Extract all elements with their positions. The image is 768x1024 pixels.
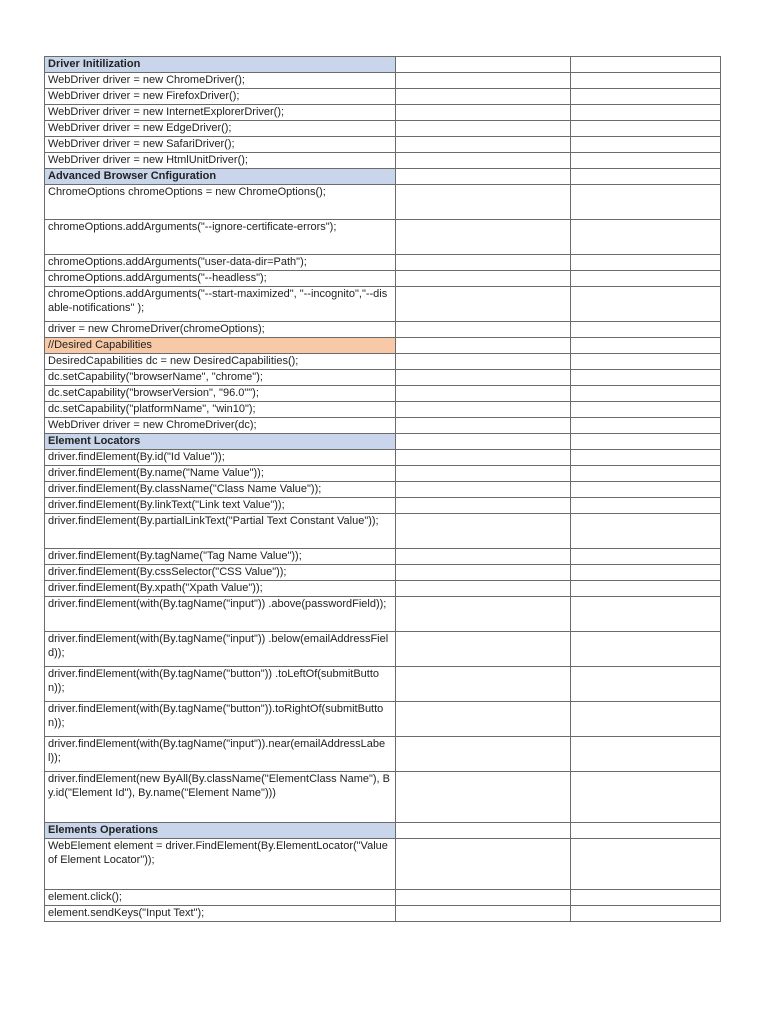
empty-cell-b[interactable]: [396, 271, 571, 287]
empty-cell-c[interactable]: [571, 823, 721, 839]
empty-cell-c[interactable]: [571, 370, 721, 386]
empty-cell-b[interactable]: [396, 338, 571, 354]
code-row: [45, 220, 721, 255]
empty-cell-c[interactable]: [571, 737, 721, 772]
code-row: [45, 737, 721, 772]
code-row: [45, 370, 721, 386]
code-cell[interactable]: driver.findElement(with(By.tagName("button")).toRightOf(submitButton));: [45, 702, 396, 737]
empty-cell-c[interactable]: [571, 597, 721, 632]
empty-cell-b[interactable]: [396, 105, 571, 121]
empty-cell-c[interactable]: [571, 498, 721, 514]
comment-row: [45, 338, 721, 354]
code-row: [45, 185, 721, 220]
spreadsheet-body: [45, 57, 721, 922]
code-cell[interactable]: driver.findElement(By.name("Name Value"));: [45, 466, 396, 482]
code-row: [45, 906, 721, 922]
code-row: [45, 597, 721, 632]
code-row: [45, 255, 721, 271]
empty-cell-b[interactable]: [396, 434, 571, 450]
empty-cell-b[interactable]: [396, 418, 571, 434]
code-cell[interactable]: WebDriver driver = new HtmlUnitDriver();: [45, 153, 396, 169]
empty-cell-c[interactable]: [571, 565, 721, 581]
code-row: [45, 137, 721, 153]
code-cell[interactable]: driver.findElement(By.partialLinkText("Partial Text Constant Value"));: [45, 514, 396, 549]
section-header-cell[interactable]: Element Locators: [45, 434, 396, 450]
empty-cell-c[interactable]: [571, 482, 721, 498]
empty-cell-b[interactable]: [396, 402, 571, 418]
code-row: [45, 402, 721, 418]
empty-cell-c[interactable]: [571, 632, 721, 667]
empty-cell-b[interactable]: [396, 482, 571, 498]
empty-cell-b[interactable]: [396, 370, 571, 386]
section-header-row: [45, 434, 721, 450]
empty-cell-b[interactable]: [396, 121, 571, 137]
code-cell[interactable]: chromeOptions.addArguments("user-data-dir=Path");: [45, 255, 396, 271]
code-cell[interactable]: WebDriver driver = new ChromeDriver();: [45, 73, 396, 89]
empty-cell-b[interactable]: [396, 57, 571, 73]
code-row: [45, 772, 721, 823]
empty-cell-c[interactable]: [571, 322, 721, 338]
code-cell[interactable]: driver.findElement(By.cssSelector("CSS Value"));: [45, 565, 396, 581]
empty-cell-c[interactable]: [571, 137, 721, 153]
empty-cell-b[interactable]: [396, 667, 571, 702]
empty-cell-c[interactable]: [571, 220, 721, 255]
code-cell[interactable]: driver.findElement(By.xpath("Xpath Value"));: [45, 581, 396, 597]
code-cell[interactable]: WebDriver driver = new EdgeDriver();: [45, 121, 396, 137]
empty-cell-b[interactable]: [396, 514, 571, 549]
empty-cell-b[interactable]: [396, 185, 571, 220]
empty-cell-c[interactable]: [571, 581, 721, 597]
empty-cell-c[interactable]: [571, 338, 721, 354]
empty-cell-c[interactable]: [571, 287, 721, 322]
code-cell[interactable]: WebDriver driver = new SafariDriver();: [45, 137, 396, 153]
empty-cell-b[interactable]: [396, 702, 571, 737]
empty-cell-b[interactable]: [396, 565, 571, 581]
code-cell[interactable]: element.click();: [45, 890, 396, 906]
code-row: [45, 271, 721, 287]
empty-cell-c[interactable]: [571, 73, 721, 89]
code-row: [45, 89, 721, 105]
empty-cell-c[interactable]: [571, 890, 721, 906]
code-cell[interactable]: ChromeOptions chromeOptions = new ChromeOptions();: [45, 185, 396, 220]
code-cell[interactable]: driver.findElement(By.id("Id Value"));: [45, 450, 396, 466]
code-cell[interactable]: chromeOptions.addArguments("--ignore-certificate-errors");: [45, 220, 396, 255]
empty-cell-c[interactable]: [571, 434, 721, 450]
code-cell[interactable]: driver.findElement(with(By.tagName("input")).near(emailAddressLabel));: [45, 737, 396, 772]
code-row: [45, 702, 721, 737]
empty-cell-b[interactable]: [396, 823, 571, 839]
empty-cell-b[interactable]: [396, 737, 571, 772]
code-cell[interactable]: //Desired Capabilities: [45, 338, 396, 354]
empty-cell-c[interactable]: [571, 466, 721, 482]
code-row: [45, 581, 721, 597]
code-cell[interactable]: WebDriver driver = new ChromeDriver(dc);: [45, 418, 396, 434]
empty-cell-c[interactable]: [571, 153, 721, 169]
section-header-row: [45, 57, 721, 73]
empty-cell-b[interactable]: [396, 89, 571, 105]
section-header-cell[interactable]: Elements Operations: [45, 823, 396, 839]
code-cell[interactable]: chromeOptions.addArguments("--start-maximized", "--incognito","--disable-notifications" );: [45, 287, 396, 322]
empty-cell-b[interactable]: [396, 354, 571, 370]
code-row: [45, 498, 721, 514]
empty-cell-b[interactable]: [396, 153, 571, 169]
code-row: [45, 105, 721, 121]
empty-cell-c[interactable]: [571, 255, 721, 271]
empty-cell-c[interactable]: [571, 772, 721, 823]
code-cell[interactable]: WebDriver driver = new InternetExplorerDriver();: [45, 105, 396, 121]
empty-cell-b[interactable]: [396, 73, 571, 89]
code-row: [45, 667, 721, 702]
empty-cell-b[interactable]: [396, 581, 571, 597]
empty-cell-b[interactable]: [396, 137, 571, 153]
code-row: [45, 73, 721, 89]
empty-cell-c[interactable]: [571, 549, 721, 565]
code-cell[interactable]: DesiredCapabilities dc = new DesiredCapabilities();: [45, 354, 396, 370]
empty-cell-b[interactable]: [396, 220, 571, 255]
code-row: [45, 514, 721, 549]
empty-cell-c[interactable]: [571, 121, 721, 137]
code-cell[interactable]: WebElement element = driver.FindElement(By.ElementLocator("Value of Element Locator"));: [45, 839, 396, 890]
code-cell[interactable]: driver.findElement(By.className("Class Name Value"));: [45, 482, 396, 498]
code-row: [45, 466, 721, 482]
empty-cell-b[interactable]: [396, 906, 571, 922]
empty-cell-c[interactable]: [571, 906, 721, 922]
empty-cell-c[interactable]: [571, 105, 721, 121]
empty-cell-c[interactable]: [571, 386, 721, 402]
empty-cell-c[interactable]: [571, 702, 721, 737]
empty-cell-c[interactable]: [571, 89, 721, 105]
empty-cell-c[interactable]: [571, 354, 721, 370]
empty-cell-b[interactable]: [396, 549, 571, 565]
section-header-row: [45, 823, 721, 839]
empty-cell-c[interactable]: [571, 450, 721, 466]
section-header-cell[interactable]: Advanced Browser Cnfiguration: [45, 169, 396, 185]
code-row: [45, 386, 721, 402]
code-row: [45, 839, 721, 890]
empty-cell-b[interactable]: [396, 466, 571, 482]
code-row: [45, 354, 721, 370]
code-row: [45, 565, 721, 581]
code-row: [45, 121, 721, 137]
empty-cell-b[interactable]: [396, 839, 571, 890]
code-row: [45, 482, 721, 498]
empty-cell-c[interactable]: [571, 514, 721, 549]
code-cell[interactable]: driver = new ChromeDriver(chromeOptions);: [45, 322, 396, 338]
empty-cell-b[interactable]: [396, 169, 571, 185]
code-row: [45, 632, 721, 667]
empty-cell-c[interactable]: [571, 169, 721, 185]
empty-cell-b[interactable]: [396, 890, 571, 906]
empty-cell-b[interactable]: [396, 498, 571, 514]
code-cell[interactable]: dc.setCapability("platformName", "win10");: [45, 402, 396, 418]
code-row: [45, 418, 721, 434]
empty-cell-c[interactable]: [571, 57, 721, 73]
code-cell[interactable]: dc.setCapability("browserName", "chrome");: [45, 370, 396, 386]
empty-cell-b[interactable]: [396, 322, 571, 338]
code-row: [45, 322, 721, 338]
empty-cell-c[interactable]: [571, 667, 721, 702]
spreadsheet-table: [44, 56, 721, 922]
empty-cell-b[interactable]: [396, 597, 571, 632]
code-cell[interactable]: dc.setCapability("browserVersion", "96.0"");: [45, 386, 396, 402]
code-cell[interactable]: driver.findElement(with(By.tagName("input")) .above(passwordField));: [45, 597, 396, 632]
empty-cell-c[interactable]: [571, 418, 721, 434]
code-cell[interactable]: chromeOptions.addArguments("--headless");: [45, 271, 396, 287]
code-row: [45, 450, 721, 466]
section-header-cell[interactable]: Driver Initilization: [45, 57, 396, 73]
code-cell[interactable]: driver.findElement(with(By.tagName("input")) .below(emailAddressField));: [45, 632, 396, 667]
empty-cell-b[interactable]: [396, 287, 571, 322]
empty-cell-b[interactable]: [396, 450, 571, 466]
empty-cell-c[interactable]: [571, 402, 721, 418]
code-cell[interactable]: WebDriver driver = new FirefoxDriver();: [45, 89, 396, 105]
empty-cell-c[interactable]: [571, 839, 721, 890]
empty-cell-b[interactable]: [396, 255, 571, 271]
empty-cell-b[interactable]: [396, 772, 571, 823]
code-cell[interactable]: driver.findElement(with(By.tagName("button")) .toLeftOf(submitButton));: [45, 667, 396, 702]
empty-cell-c[interactable]: [571, 185, 721, 220]
empty-cell-b[interactable]: [396, 632, 571, 667]
code-cell[interactable]: driver.findElement(By.linkText("Link text Value"));: [45, 498, 396, 514]
empty-cell-b[interactable]: [396, 386, 571, 402]
code-cell[interactable]: driver.findElement(new ByAll(By.className("ElementClass Name"), By.id("Element Id"), By.name("Element Name"))): [45, 772, 396, 823]
empty-cell-c[interactable]: [571, 271, 721, 287]
code-cell[interactable]: element.sendKeys("Input Text");: [45, 906, 396, 922]
code-row: [45, 549, 721, 565]
code-row: [45, 153, 721, 169]
code-row: [45, 287, 721, 322]
code-row: [45, 890, 721, 906]
section-header-row: [45, 169, 721, 185]
code-cell[interactable]: driver.findElement(By.tagName("Tag Name Value"));: [45, 549, 396, 565]
